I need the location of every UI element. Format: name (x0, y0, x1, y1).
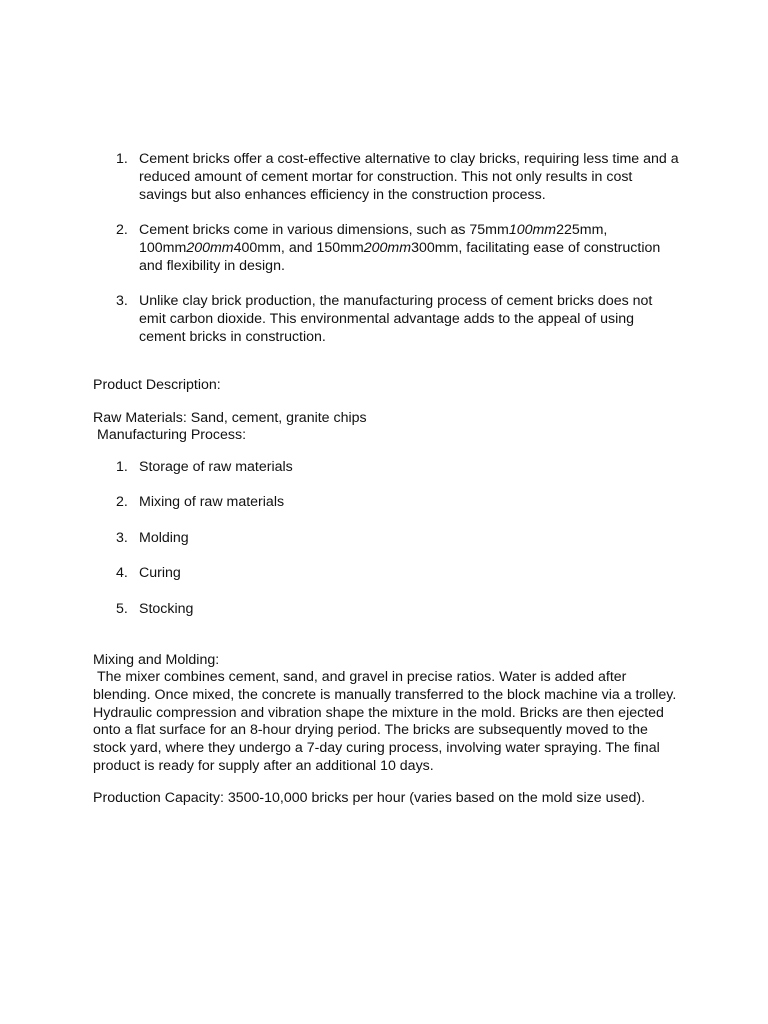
list-item-text: Mixing of raw materials (139, 494, 285, 511)
list-item-text: Curing (139, 565, 181, 582)
list-item (0, 494, 768, 529)
list-number: 4. (116, 565, 128, 582)
list-item (0, 565, 768, 600)
list-number: 2. (116, 494, 128, 511)
list-number: 1. (116, 459, 128, 475)
list-item-text: Unlike clay brick production, the manufacturing process of cement bricks does not emit carbon dioxide. This environmental advantage adds to the appeal of using cement bricks in construction. (139, 292, 653, 345)
product-description-heading: Product Description: (93, 377, 221, 393)
advantages-list (0, 151, 768, 364)
list-item (0, 222, 768, 275)
list-item-text (139, 222, 679, 275)
dimension-text: 300mm, facilitating ease of construction and flexibility in design. (139, 239, 661, 274)
mixing-molding-heading: Mixing and Molding: (93, 652, 220, 668)
list-number: 1. (116, 151, 128, 167)
list-item (0, 293, 768, 346)
manufacturing-process-heading: Manufacturing Process: (97, 427, 247, 443)
list-item-text: Cement bricks offer a cost-effective alternative to clay bricks, requiring less time and a reduced amount of cement mortar for construction. This not only results in cost savings but also enhances efficiency in the construction process. (139, 151, 679, 203)
dimension-text: 225mm, 100mm (139, 221, 608, 256)
list-item-text: Molding (139, 529, 189, 546)
production-capacity-line: Production Capacity: 3500-10,000 bricks per hour (varies based on the mold size used). (93, 790, 646, 806)
list-number: 2. (116, 221, 128, 238)
raw-materials-line: Raw Materials: Sand, cement, granite chips (93, 410, 367, 426)
dimension-italic: 200mm (186, 239, 234, 256)
list-item (0, 530, 768, 565)
list-item (0, 151, 768, 204)
list-item (0, 601, 768, 636)
list-item (0, 459, 768, 494)
manufacturing-steps-list (0, 459, 768, 636)
dimension-text: 400mm, and 150mm (233, 239, 364, 256)
dimension-italic: 100mm (508, 221, 557, 238)
dimension-italic: 200mm (363, 239, 412, 256)
list-number: 3. (116, 292, 128, 309)
list-number: 3. (116, 529, 128, 546)
list-item-text: Storage of raw materials (139, 459, 293, 475)
dimension-text: Cement bricks come in various dimensions, such as 75mm (139, 221, 509, 238)
mixing-molding-paragraph: The mixer combines cement, sand, and gravel in precise ratios. Water is added after blending. Once mixed, the concrete is manually transferred to the block machine via a trolley. Hydraulic compression and vibration shape the mixture in the mold. Bricks are then ejected onto a flat surface for an 8-hour drying period. The bricks are subsequently moved to the stock yard, where they undergo a 7-day curing process, involving water spraying. The final product is ready for supply after an additional 10 days. (93, 669, 677, 774)
list-item-text: Stocking (139, 600, 194, 617)
list-number: 5. (116, 600, 128, 617)
